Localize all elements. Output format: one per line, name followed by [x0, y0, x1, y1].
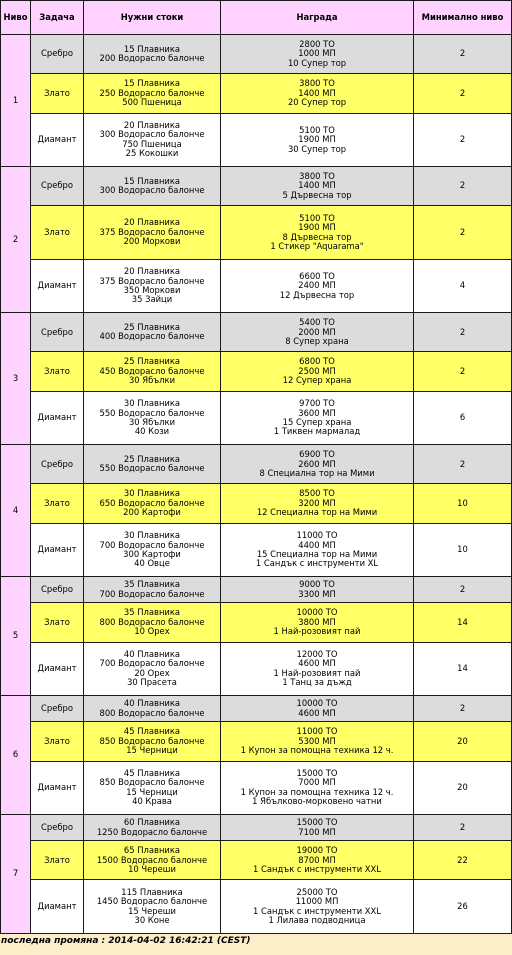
reward-cell [221, 206, 414, 259]
needed-item: 750 Пшеница [122, 138, 182, 149]
needed-goods-cell [84, 523, 221, 576]
reward-cell [221, 603, 414, 642]
quest-row [1, 74, 512, 113]
reward-item: 1 Танц за дъжд [282, 677, 352, 688]
needed-item: 300 Картофи [123, 548, 181, 559]
needed-item: 250 Водорасло балонче [99, 87, 205, 98]
reward-cell [221, 577, 414, 603]
needed-item: 20 Плавника [123, 217, 181, 228]
reward-item: 5100 ТО [299, 212, 335, 223]
needed-item: 40 Плавника [123, 698, 181, 709]
needed-item: 1500 Водорасло балонче [96, 854, 208, 865]
needed-goods-cell [84, 206, 221, 259]
min-level-cell: 2 [414, 814, 512, 840]
reward-item: 25000 ТО [296, 886, 338, 897]
task-cell: Злато [31, 603, 84, 642]
needed-item: 1450 Водорасло балонче [96, 896, 208, 907]
reward-item: 4600 МП [298, 658, 336, 669]
needed-item: 700 Водорасло балонче [99, 539, 205, 550]
reward-cell [221, 113, 414, 166]
needed-item: 375 Водорасло балонче [99, 275, 205, 286]
needed-item: 550 Водорасло балонче [99, 407, 205, 418]
reward-cell [221, 880, 414, 934]
min-level-cell: 2 [414, 74, 512, 113]
reward-item: 10000 ТО [296, 607, 338, 618]
min-level-cell: 2 [414, 167, 512, 206]
header-needed-goods: Нужни стоки [84, 1, 221, 35]
needed-item: 200 Картофи [123, 507, 181, 518]
needed-item: 700 Водорасло балонче [99, 658, 205, 669]
quest-row [1, 696, 512, 722]
reward-item: 12 Специална тор на Мими [256, 507, 378, 518]
needed-item: 40 Овце [134, 558, 170, 569]
quest-row [1, 722, 512, 761]
reward-item: 2800 ТО [299, 39, 335, 50]
task-cell: Сребро [31, 313, 84, 352]
needed-item: 20 Плавника [123, 119, 181, 130]
reward-item: 1900 МП [298, 134, 336, 145]
needed-item: 30 Ябълки [128, 375, 176, 386]
reward-item: 8 Специална тор на Мими [259, 467, 375, 478]
min-level-cell: 2 [414, 35, 512, 74]
needed-item: 300 Водорасло балонче [99, 185, 205, 196]
needed-item: 850 Водорасло балонче [99, 735, 205, 746]
min-level-cell: 2 [414, 206, 512, 259]
needed-item: 10 Орех [134, 626, 170, 637]
needed-goods-cell [84, 313, 221, 352]
reward-item: 1 Най-розовият пай [273, 667, 361, 678]
task-cell: Злато [31, 841, 84, 880]
level-cell: 2 [1, 167, 31, 313]
quest-row [1, 761, 512, 814]
quest-row [1, 113, 512, 166]
min-level-cell: 22 [414, 841, 512, 880]
needed-item: 450 Водорасло балонче [99, 365, 205, 376]
needed-item: 15 Черници [126, 786, 178, 797]
quest-table-body [1, 35, 512, 934]
task-cell: Злато [31, 722, 84, 761]
level-cell: 4 [1, 445, 31, 577]
needed-item: 1250 Водорасло балонче [96, 826, 208, 837]
reward-item: 5100 ТО [299, 124, 335, 135]
header-task: Задача [31, 1, 84, 35]
quest-row [1, 167, 512, 206]
quest-row [1, 577, 512, 603]
needed-item: 700 Водорасло балонче [99, 588, 205, 599]
task-cell: Сребро [31, 35, 84, 74]
quest-row [1, 841, 512, 880]
reward-item: 1 Купон за помощна техника 12 ч. [240, 786, 394, 797]
reward-item: 30 Супер тор [287, 143, 347, 154]
reward-item: 1 Най-розовият пай [273, 626, 361, 637]
reward-cell [221, 484, 414, 523]
reward-item: 15000 ТО [296, 767, 338, 778]
last-modified: последна промяна : 2014-04-02 16:42:21 (CEST) [1, 936, 251, 946]
reward-item: 3800 ТО [299, 78, 335, 89]
level-cell: 7 [1, 814, 31, 933]
min-level-cell: 14 [414, 642, 512, 695]
reward-item: 8 Дървесна тор [282, 231, 352, 242]
needed-goods-cell [84, 74, 221, 113]
reward-item: 8500 ТО [299, 488, 335, 499]
needed-item: 375 Водорасло балонче [99, 226, 205, 237]
needed-goods-cell [84, 167, 221, 206]
needed-item: 200 Моркови [123, 236, 181, 247]
quest-row [1, 259, 512, 312]
min-level-cell: 20 [414, 722, 512, 761]
quest-row [1, 313, 512, 352]
reward-cell [221, 259, 414, 312]
needed-item: 115 Плавника [121, 886, 183, 897]
reward-cell [221, 761, 414, 814]
reward-item: 1900 МП [298, 222, 336, 233]
needed-goods-cell [84, 445, 221, 484]
task-cell: Диамант [31, 391, 84, 444]
needed-item: 20 Орех [134, 667, 170, 678]
reward-item: 2600 МП [298, 458, 336, 469]
task-cell: Диамант [31, 880, 84, 934]
needed-goods-cell [84, 391, 221, 444]
level-cell: 1 [1, 35, 31, 167]
reward-item: 9700 ТО [299, 398, 335, 409]
task-cell: Диамант [31, 523, 84, 576]
needed-item: 650 Водорасло балонче [99, 497, 205, 508]
header-row [1, 1, 512, 35]
min-level-cell: 2 [414, 352, 512, 391]
min-level-cell: 2 [414, 696, 512, 722]
reward-item: 1 Сандък с инструменти XXL [253, 905, 381, 916]
reward-item: 15 Супер храна [282, 416, 352, 427]
needed-goods-cell [84, 577, 221, 603]
reward-item: 1 Стикер "Aquarama" [270, 240, 364, 251]
needed-goods-cell [84, 814, 221, 840]
needed-item: 40 Крава [132, 796, 172, 807]
level-cell: 3 [1, 313, 31, 445]
reward-item: 11000 ТО [296, 530, 338, 541]
needed-item: 15 Плавника [123, 43, 181, 54]
reward-cell [221, 696, 414, 722]
min-level-cell: 20 [414, 761, 512, 814]
reward-item: 19000 ТО [296, 845, 338, 856]
needed-goods-cell [84, 259, 221, 312]
reward-item: 2400 МП [298, 280, 336, 291]
needed-item: 400 Водорасло балонче [99, 331, 205, 342]
task-cell: Диамант [31, 259, 84, 312]
needed-goods-cell [84, 642, 221, 695]
needed-goods-cell [84, 352, 221, 391]
quest-row [1, 484, 512, 523]
needed-item: 10 Череши [128, 863, 176, 874]
level-cell: 5 [1, 577, 31, 696]
needed-goods-cell [84, 603, 221, 642]
task-cell: Сребро [31, 577, 84, 603]
task-cell: Сребро [31, 445, 84, 484]
quest-row [1, 391, 512, 444]
quest-row [1, 35, 512, 74]
needed-item: 350 Моркови [123, 284, 181, 295]
reward-cell [221, 523, 414, 576]
needed-item: 25 Плавника [123, 453, 181, 464]
reward-item: 5 Дървесна тор [282, 189, 352, 200]
task-cell: Сребро [31, 167, 84, 206]
needed-item: 35 Плавника [123, 579, 181, 590]
reward-item: 8 Супер храна [285, 335, 349, 346]
reward-cell [221, 167, 414, 206]
needed-item: 30 Прасета [127, 677, 177, 688]
needed-item: 15 Череши [128, 905, 176, 916]
needed-goods-cell [84, 841, 221, 880]
reward-cell [221, 722, 414, 761]
min-level-cell: 6 [414, 391, 512, 444]
needed-item: 15 Плавника [123, 78, 181, 89]
reward-item: 7100 МП [298, 826, 336, 837]
needed-item: 40 Плавника [123, 649, 181, 659]
reward-item: 1 Тиквен мармалад [273, 426, 361, 437]
reward-item: 5400 ТО [299, 317, 335, 328]
reward-item: 2000 МП [298, 326, 336, 337]
needed-goods-cell [84, 722, 221, 761]
header-min-level: Минимално ниво [414, 1, 512, 35]
min-level-cell: 2 [414, 577, 512, 603]
reward-item: 3200 МП [298, 497, 336, 508]
reward-item: 1 Лилава подводница [268, 915, 366, 926]
reward-item: 11000 ТО [296, 726, 338, 737]
reward-item: 1000 МП [298, 48, 336, 59]
quest-row [1, 352, 512, 391]
reward-cell [221, 814, 414, 840]
reward-cell [221, 445, 414, 484]
needed-item: 30 Плавника [123, 398, 181, 409]
reward-item: 20 Супер тор [287, 97, 347, 108]
min-level-cell: 2 [414, 113, 512, 166]
reward-item: 3300 МП [298, 588, 336, 599]
reward-item: 4400 МП [298, 539, 336, 550]
reward-item: 5300 МП [298, 735, 336, 746]
task-cell: Сребро [31, 696, 84, 722]
reward-item: 7000 МП [298, 777, 336, 788]
min-level-cell: 10 [414, 484, 512, 523]
reward-item: 4600 МП [298, 707, 336, 718]
reward-cell [221, 642, 414, 695]
quest-row [1, 814, 512, 840]
needed-item: 25 Плавника [123, 321, 181, 332]
reward-item: 8700 МП [298, 854, 336, 865]
needed-item: 300 Водорасло балонче [99, 129, 205, 140]
reward-item: 10000 ТО [296, 698, 338, 709]
needed-item: 850 Водорасло балонче [99, 777, 205, 788]
reward-item: 1 Купон за помощна техника 12 ч. [240, 745, 394, 756]
needed-item: 550 Водорасло балонче [99, 463, 205, 474]
task-cell: Злато [31, 206, 84, 259]
reward-cell [221, 35, 414, 74]
quest-row [1, 603, 512, 642]
reward-cell [221, 391, 414, 444]
task-cell: Злато [31, 74, 84, 113]
needed-goods-cell [84, 761, 221, 814]
needed-item: 65 Плавника [123, 845, 181, 856]
reward-item: 3600 МП [298, 407, 336, 418]
quest-row [1, 523, 512, 576]
quest-row [1, 445, 512, 484]
needed-item: 60 Плавника [123, 817, 181, 828]
reward-item: 6900 ТО [299, 449, 335, 460]
needed-item: 30 Плавника [123, 488, 181, 499]
needed-item: 35 Зайци [131, 294, 173, 305]
reward-item: 6600 ТО [299, 270, 335, 281]
min-level-cell: 10 [414, 523, 512, 576]
task-cell: Злато [31, 352, 84, 391]
needed-item: 45 Плавника [123, 726, 181, 737]
needed-item: 15 Черници [126, 745, 178, 756]
needed-item: 200 Водорасло балонче [99, 53, 205, 64]
reward-item: 1 Сандък с инструменти XL [255, 558, 379, 569]
task-cell: Злато [31, 484, 84, 523]
quest-row [1, 206, 512, 259]
reward-item: 2500 МП [298, 365, 336, 376]
needed-item: 20 Плавника [123, 266, 181, 277]
level-cell: 6 [1, 696, 31, 815]
needed-goods-cell [84, 880, 221, 934]
task-cell: Диамант [31, 642, 84, 695]
task-cell: Диамант [31, 761, 84, 814]
reward-item: 1400 МП [298, 180, 336, 191]
reward-cell [221, 352, 414, 391]
quest-row [1, 880, 512, 934]
needed-goods-cell [84, 113, 221, 166]
min-level-cell: 26 [414, 880, 512, 934]
needed-item: 800 Водорасло балонче [99, 616, 205, 627]
needed-item: 500 Пшеница [122, 97, 182, 108]
needed-item: 40 Кози [134, 426, 170, 437]
reward-item: 12 Дървесна тор [279, 289, 355, 300]
needed-goods-cell [84, 35, 221, 74]
needed-item: 25 Кокошки [125, 148, 179, 159]
reward-cell [221, 74, 414, 113]
header-reward: Награда [221, 1, 414, 35]
reward-item: 15000 ТО [296, 817, 338, 828]
reward-item: 3800 ТО [299, 171, 335, 182]
reward-item: 3800 МП [298, 616, 336, 627]
reward-item: 12 Супер храна [282, 375, 352, 386]
needed-goods-cell [84, 484, 221, 523]
min-level-cell: 2 [414, 313, 512, 352]
needed-item: 800 Водорасло балонче [99, 707, 205, 718]
min-level-cell: 2 [414, 445, 512, 484]
reward-item: 1 Ябълково-морковено чатни [252, 796, 382, 807]
reward-item: 11000 МП [295, 896, 339, 907]
reward-item: 1400 МП [298, 87, 336, 98]
needed-item: 15 Плавника [123, 175, 181, 186]
reward-item: 12000 ТО [296, 649, 338, 659]
reward-item: 9000 ТО [299, 579, 335, 590]
reward-item: 1 Сандък с инструменти XXL [253, 863, 381, 874]
header-level: Ниво [1, 1, 31, 35]
needed-item: 35 Плавника [123, 607, 181, 618]
needed-item: 30 Коне [134, 915, 170, 926]
needed-goods-cell [84, 696, 221, 722]
reward-item: 6800 ТО [299, 356, 335, 367]
needed-item: 25 Плавника [123, 356, 181, 367]
needed-item: 30 Плавника [123, 530, 181, 541]
task-cell: Сребро [31, 814, 84, 840]
min-level-cell: 14 [414, 603, 512, 642]
reward-item: 10 Супер тор [287, 57, 347, 68]
reward-cell [221, 313, 414, 352]
reward-item: 15 Специална тор на Мими [256, 548, 378, 559]
quest-row [1, 642, 512, 695]
min-level-cell: 4 [414, 259, 512, 312]
needed-item: 30 Ябълки [128, 416, 176, 427]
reward-cell [221, 841, 414, 880]
needed-item: 45 Плавника [123, 767, 181, 778]
task-cell: Диамант [31, 113, 84, 166]
